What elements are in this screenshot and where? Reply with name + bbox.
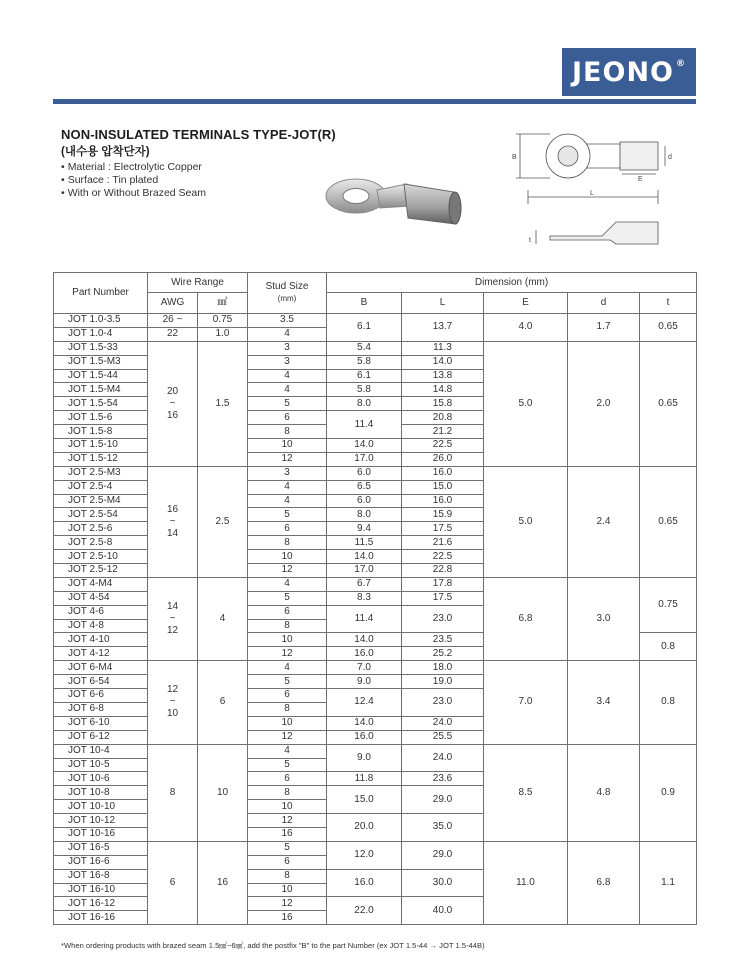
awg-cell [148, 466, 198, 577]
stud-cell: 4 [248, 369, 327, 383]
e-cell: 7.0 [484, 661, 568, 744]
b-cell: 17.0 [327, 564, 402, 578]
stud-cell: 4 [248, 480, 327, 494]
part-number: JOT 10-4 [54, 744, 148, 758]
t-cell: 0.65 [640, 341, 697, 466]
t-cell: 0.8 [640, 633, 697, 661]
part-number: JOT 2.5-10 [54, 550, 148, 564]
d-cell: 6.8 [568, 841, 640, 924]
diagram-label-l: L [590, 190, 594, 197]
mm2-cell: 0.75 [198, 314, 248, 328]
part-number: JOT 6-10 [54, 716, 148, 730]
l-cell: 24.0 [402, 716, 484, 730]
part-number: JOT 1.5-6 [54, 411, 148, 425]
part-number: JOT 1.5-54 [54, 397, 148, 411]
awg-cell: 8 [148, 744, 198, 841]
awg-tilde: ~ [169, 696, 176, 708]
part-number: JOT 6-6 [54, 689, 148, 703]
l-cell: 17.5 [402, 591, 484, 605]
e-cell: 11.0 [484, 841, 568, 924]
b-cell: 22.0 [327, 897, 402, 925]
part-number: JOT 16-10 [54, 883, 148, 897]
b-cell: 5.8 [327, 383, 402, 397]
d-cell: 4.8 [568, 744, 640, 841]
part-number: JOT 10-16 [54, 827, 148, 841]
l-cell: 29.0 [402, 786, 484, 814]
stud-cell: 4 [248, 383, 327, 397]
stud-cell: 8 [248, 786, 327, 800]
dimension-diagram [510, 124, 690, 259]
header-stud-size [248, 273, 327, 314]
diagram-label-t: t [529, 237, 531, 244]
l-cell: 13.8 [402, 369, 484, 383]
b-cell: 8.0 [327, 397, 402, 411]
l-cell: 16.0 [402, 494, 484, 508]
l-cell: 16.0 [402, 466, 484, 480]
stud-cell: 12 [248, 647, 327, 661]
stud-cell: 5 [248, 758, 327, 772]
brand-name: JEONO [572, 56, 674, 88]
stud-cell: 5 [248, 841, 327, 855]
b-cell: 16.0 [327, 730, 402, 744]
b-cell: 9.4 [327, 522, 402, 536]
mm2-cell: 6 [198, 661, 248, 744]
table-row [54, 744, 697, 758]
diagram-label-b: B [512, 154, 517, 161]
awg-from: 14 [166, 601, 179, 613]
stud-cell: 12 [248, 452, 327, 466]
b-cell: 8.3 [327, 591, 402, 605]
l-cell: 15.8 [402, 397, 484, 411]
stud-cell: 10 [248, 800, 327, 814]
part-number: JOT 4-6 [54, 605, 148, 619]
b-cell: 12.4 [327, 689, 402, 717]
t-cell: 0.75 [640, 577, 697, 633]
b-cell: 6.7 [327, 577, 402, 591]
e-cell: 5.0 [484, 466, 568, 577]
l-cell: 17.5 [402, 522, 484, 536]
b-cell: 6.0 [327, 494, 402, 508]
stud-cell: 10 [248, 439, 327, 453]
awg-tilde: ~ [169, 397, 176, 409]
l-cell: 22.5 [402, 550, 484, 564]
table-row [54, 341, 697, 355]
part-number: JOT 2.5-54 [54, 508, 148, 522]
part-number: JOT 16-12 [54, 897, 148, 911]
l-cell: 18.0 [402, 661, 484, 675]
header-e: E [484, 293, 568, 314]
l-cell: 23.6 [402, 772, 484, 786]
l-cell: 22.8 [402, 564, 484, 578]
part-number: JOT 1.5-8 [54, 425, 148, 439]
mm2-cell: 1.0 [198, 327, 248, 341]
d-cell: 3.0 [568, 577, 640, 660]
part-number: JOT 16-5 [54, 841, 148, 855]
stud-cell: 10 [248, 716, 327, 730]
stud-cell: 4 [248, 577, 327, 591]
table-row [54, 577, 697, 591]
awg-cell: 6 [148, 841, 198, 924]
awg-tilde: ~ [169, 613, 176, 625]
registered-mark: ® [676, 59, 686, 69]
stud-cell: 6 [248, 605, 327, 619]
b-cell: 14.0 [327, 716, 402, 730]
l-cell: 17.8 [402, 577, 484, 591]
awg-from: 12 [166, 684, 179, 696]
d-cell: 3.4 [568, 661, 640, 744]
b-cell: 11.8 [327, 772, 402, 786]
part-number: JOT 1.0-4 [54, 327, 148, 341]
awg-to: 10 [166, 708, 179, 720]
b-cell: 12.0 [327, 841, 402, 869]
l-cell: 11.3 [402, 341, 484, 355]
b-cell: 11.4 [327, 411, 402, 439]
b-cell: 17.0 [327, 452, 402, 466]
mm2-cell: 10 [198, 744, 248, 841]
b-cell: 6.0 [327, 466, 402, 480]
part-number: JOT 6-8 [54, 702, 148, 716]
part-number: JOT 16-16 [54, 911, 148, 925]
brand-logo [562, 48, 696, 96]
part-number: JOT 4-12 [54, 647, 148, 661]
stud-cell: 6 [248, 522, 327, 536]
b-cell: 5.4 [327, 341, 402, 355]
diagram-label-e: E [638, 176, 643, 183]
l-cell: 23.0 [402, 605, 484, 633]
table-row [54, 314, 697, 328]
b-cell: 16.0 [327, 869, 402, 897]
part-number: JOT 10-6 [54, 772, 148, 786]
stud-cell: 16 [248, 911, 327, 925]
spec-list [61, 161, 206, 200]
terminal-photo [322, 172, 472, 252]
awg-to: 14 [166, 527, 179, 539]
d-cell: 2.0 [568, 341, 640, 466]
header-l: L [402, 293, 484, 314]
table-row [54, 841, 697, 855]
l-cell: 40.0 [402, 897, 484, 925]
t-cell: 0.65 [640, 466, 697, 577]
l-cell: 15.9 [402, 508, 484, 522]
stud-cell: 8 [248, 536, 327, 550]
b-cell: 15.0 [327, 786, 402, 814]
part-number: JOT 10-12 [54, 814, 148, 828]
b-cell: 7.0 [327, 661, 402, 675]
l-cell: 21.2 [402, 425, 484, 439]
stud-cell: 5 [248, 508, 327, 522]
t-cell: 0.8 [640, 661, 697, 744]
stud-size-unit: (mm) [277, 294, 297, 303]
stud-cell: 3 [248, 355, 327, 369]
stud-cell: 6 [248, 411, 327, 425]
spec-item-material: • Material : Electrolytic Copper [61, 161, 206, 174]
spec-item-surface: • Surface : Tin plated [61, 174, 206, 187]
part-number: JOT 1.0-3.5 [54, 314, 148, 328]
b-cell: 14.0 [327, 439, 402, 453]
e-cell: 4.0 [484, 314, 568, 342]
part-number: JOT 2.5-M4 [54, 494, 148, 508]
stud-cell: 12 [248, 564, 327, 578]
part-number: JOT 1.5-M4 [54, 383, 148, 397]
part-number: JOT 2.5-M3 [54, 466, 148, 480]
l-cell: 14.0 [402, 355, 484, 369]
l-cell: 20.8 [402, 411, 484, 425]
page-title: NON-INSULATED TERMINALS TYPE-JOT(R) [61, 127, 336, 142]
awg-from: 20 [166, 385, 179, 397]
part-number: JOT 2.5-12 [54, 564, 148, 578]
part-number: JOT 4-8 [54, 619, 148, 633]
l-cell: 22.5 [402, 439, 484, 453]
t-cell: 1.1 [640, 841, 697, 924]
mm2-cell: 16 [198, 841, 248, 924]
stud-size-label: Stud Size [265, 281, 309, 292]
awg-to: 12 [166, 625, 179, 637]
part-number: JOT 6-12 [54, 730, 148, 744]
part-number: JOT 6-54 [54, 675, 148, 689]
terminal-spec-table [53, 272, 697, 925]
t-cell: 0.65 [640, 314, 697, 342]
part-number: JOT 10-8 [54, 786, 148, 800]
page-subtitle: (내수용 압착단자) [61, 146, 150, 158]
stud-cell: 4 [248, 744, 327, 758]
part-number: JOT 6-M4 [54, 661, 148, 675]
table-row [54, 661, 697, 675]
stud-cell: 4 [248, 661, 327, 675]
awg-from: 16 [166, 503, 179, 515]
header-wire-range: Wire Range [148, 273, 248, 293]
e-cell: 6.8 [484, 577, 568, 660]
table-row [54, 466, 697, 480]
stud-cell: 8 [248, 425, 327, 439]
part-number: JOT 1.5-M3 [54, 355, 148, 369]
e-cell: 8.5 [484, 744, 568, 841]
part-number: JOT 1.5-10 [54, 439, 148, 453]
b-cell: 11.5 [327, 536, 402, 550]
l-cell: 30.0 [402, 869, 484, 897]
stud-cell: 8 [248, 619, 327, 633]
l-cell: 23.5 [402, 633, 484, 647]
e-cell: 5.0 [484, 341, 568, 466]
part-number: JOT 10-10 [54, 800, 148, 814]
awg-cell: 26 ~ [148, 314, 198, 328]
stud-cell: 12 [248, 814, 327, 828]
awg-cell: 22 [148, 327, 198, 341]
stud-cell: 12 [248, 897, 327, 911]
l-cell: 25.5 [402, 730, 484, 744]
stud-cell: 12 [248, 730, 327, 744]
stud-cell: 8 [248, 702, 327, 716]
d-cell: 2.4 [568, 466, 640, 577]
l-cell: 29.0 [402, 841, 484, 869]
b-cell: 6.1 [327, 369, 402, 383]
b-cell: 8.0 [327, 508, 402, 522]
l-cell: 21.6 [402, 536, 484, 550]
t-cell: 0.9 [640, 744, 697, 841]
header-d: d [568, 293, 640, 314]
d-cell: 1.7 [568, 314, 640, 342]
part-number: JOT 4-10 [54, 633, 148, 647]
part-number: JOT 16-6 [54, 855, 148, 869]
l-cell: 14.8 [402, 383, 484, 397]
b-cell: 16.0 [327, 647, 402, 661]
b-cell: 14.0 [327, 550, 402, 564]
l-cell: 23.0 [402, 689, 484, 717]
header-b: B [327, 293, 402, 314]
stud-cell: 5 [248, 675, 327, 689]
stud-cell: 10 [248, 633, 327, 647]
header-divider [53, 99, 696, 104]
part-number: JOT 2.5-4 [54, 480, 148, 494]
l-cell: 19.0 [402, 675, 484, 689]
awg-cell [148, 661, 198, 744]
l-cell: 24.0 [402, 744, 484, 772]
l-cell: 26.0 [402, 452, 484, 466]
part-number: JOT 2.5-6 [54, 522, 148, 536]
awg-tilde: ~ [169, 515, 176, 527]
stud-cell: 8 [248, 869, 327, 883]
part-number: JOT 10-5 [54, 758, 148, 772]
part-number: JOT 4-54 [54, 591, 148, 605]
b-cell: 11.4 [327, 605, 402, 633]
part-number: JOT 4-M4 [54, 577, 148, 591]
part-number: JOT 1.5-44 [54, 369, 148, 383]
header-dimension: Dimension (mm) [327, 273, 697, 293]
mm2-cell: 4 [198, 577, 248, 660]
part-number: JOT 1.5-33 [54, 341, 148, 355]
stud-cell: 5 [248, 397, 327, 411]
b-cell: 5.8 [327, 355, 402, 369]
diagram-label-d: d [668, 154, 672, 161]
stud-cell: 3 [248, 466, 327, 480]
b-cell: 14.0 [327, 633, 402, 647]
l-cell: 25.2 [402, 647, 484, 661]
header-t: t [640, 293, 697, 314]
header-part-number: Part Number [54, 273, 148, 314]
l-cell: 35.0 [402, 814, 484, 842]
header-mm2: ㎟ [198, 293, 248, 314]
spec-item-seam: • With or Without Brazed Seam [61, 187, 206, 200]
b-cell: 20.0 [327, 814, 402, 842]
stud-cell: 3.5 [248, 314, 327, 328]
stud-cell: 3 [248, 341, 327, 355]
stud-cell: 5 [248, 591, 327, 605]
mm2-cell: 2.5 [198, 466, 248, 577]
part-number: JOT 16-8 [54, 869, 148, 883]
stud-cell: 6 [248, 772, 327, 786]
b-cell: 9.0 [327, 675, 402, 689]
stud-cell: 10 [248, 550, 327, 564]
part-number: JOT 1.5-12 [54, 452, 148, 466]
header-awg: AWG [148, 293, 198, 314]
b-cell: 6.5 [327, 480, 402, 494]
mm2-cell: 1.5 [198, 341, 248, 466]
l-cell: 13.7 [402, 314, 484, 342]
b-cell: 9.0 [327, 744, 402, 772]
stud-cell: 6 [248, 855, 327, 869]
l-cell: 15.0 [402, 480, 484, 494]
awg-cell [148, 341, 198, 466]
stud-cell: 4 [248, 494, 327, 508]
awg-to: 16 [166, 409, 179, 421]
ordering-note: *When ordering products with brazed seam 1.5㎟~6㎟, add the postfix "B" to the part Number (ex JOT 1.5-44 → JOT 1.5-44B) [61, 941, 485, 950]
awg-cell [148, 577, 198, 660]
stud-cell: 16 [248, 827, 327, 841]
stud-cell: 6 [248, 689, 327, 703]
part-number: JOT 2.5-8 [54, 536, 148, 550]
stud-cell: 10 [248, 883, 327, 897]
stud-cell: 4 [248, 327, 327, 341]
b-cell: 6.1 [327, 314, 402, 342]
